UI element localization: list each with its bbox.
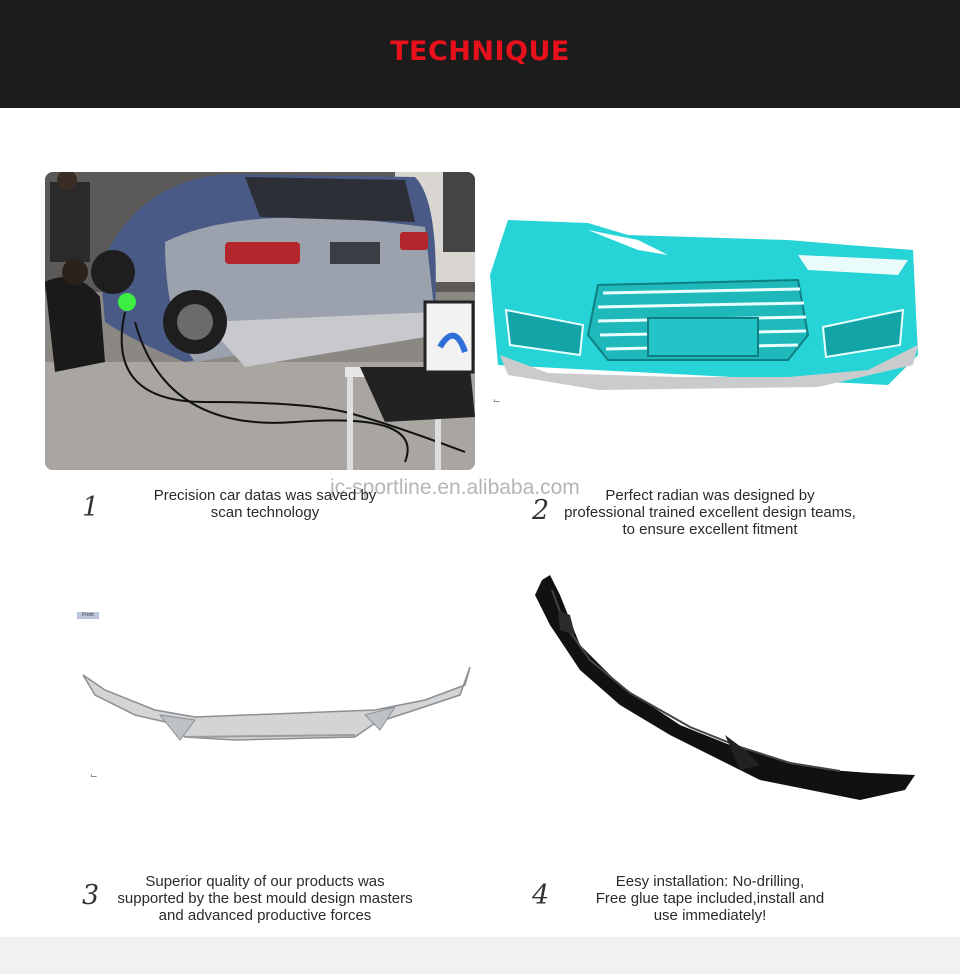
- bumper-illustration: [488, 215, 920, 415]
- caption-line: use immediately!: [653, 907, 767, 924]
- grey-lip-render: [75, 605, 475, 785]
- caption-line: supported by the best mould design masters: [117, 890, 413, 907]
- footer-band: [0, 937, 960, 974]
- step-caption-1: [120, 487, 410, 521]
- caption-line: and advanced productive forces: [158, 907, 372, 924]
- caption-line: professional trained excellent design teams,: [564, 504, 856, 521]
- step-number-4: 4: [532, 880, 550, 911]
- black-lip-photo: [530, 575, 920, 810]
- axis-indicator: ⌙: [493, 395, 501, 405]
- caption-line: Superior quality of our products was: [145, 873, 385, 890]
- step-caption-2: [550, 487, 870, 538]
- caption-line: scan technology: [210, 504, 320, 521]
- step-caption-4: [580, 873, 840, 924]
- watermark: jc-sportline.en.alibaba.com: [330, 476, 580, 499]
- axis-indicator: ⌙: [90, 770, 98, 780]
- caption-line: Perfect radian was designed by: [605, 487, 815, 504]
- step-number-2: 2: [532, 495, 550, 526]
- grey-lip-illustration: [75, 605, 475, 785]
- step-number-1: 1: [82, 492, 100, 523]
- cad-tag: Front: [77, 612, 99, 619]
- step-number-3: 3: [82, 880, 100, 911]
- caption-line: Eesy installation: No-drilling,: [615, 873, 805, 890]
- caption-line: to ensure excellent fitment: [622, 521, 798, 538]
- caption-line: Precision car datas was saved by: [153, 487, 377, 504]
- page-header: [0, 0, 960, 108]
- scanning-illustration: [45, 172, 475, 470]
- caption-line: Free glue tape included,install and: [595, 890, 825, 907]
- page-title: TECHNIQUE: [390, 36, 570, 67]
- bumper-cad-render: [488, 215, 920, 415]
- step-caption-3: [100, 873, 430, 924]
- scanning-photo: [45, 172, 475, 470]
- black-lip-illustration: [530, 575, 920, 810]
